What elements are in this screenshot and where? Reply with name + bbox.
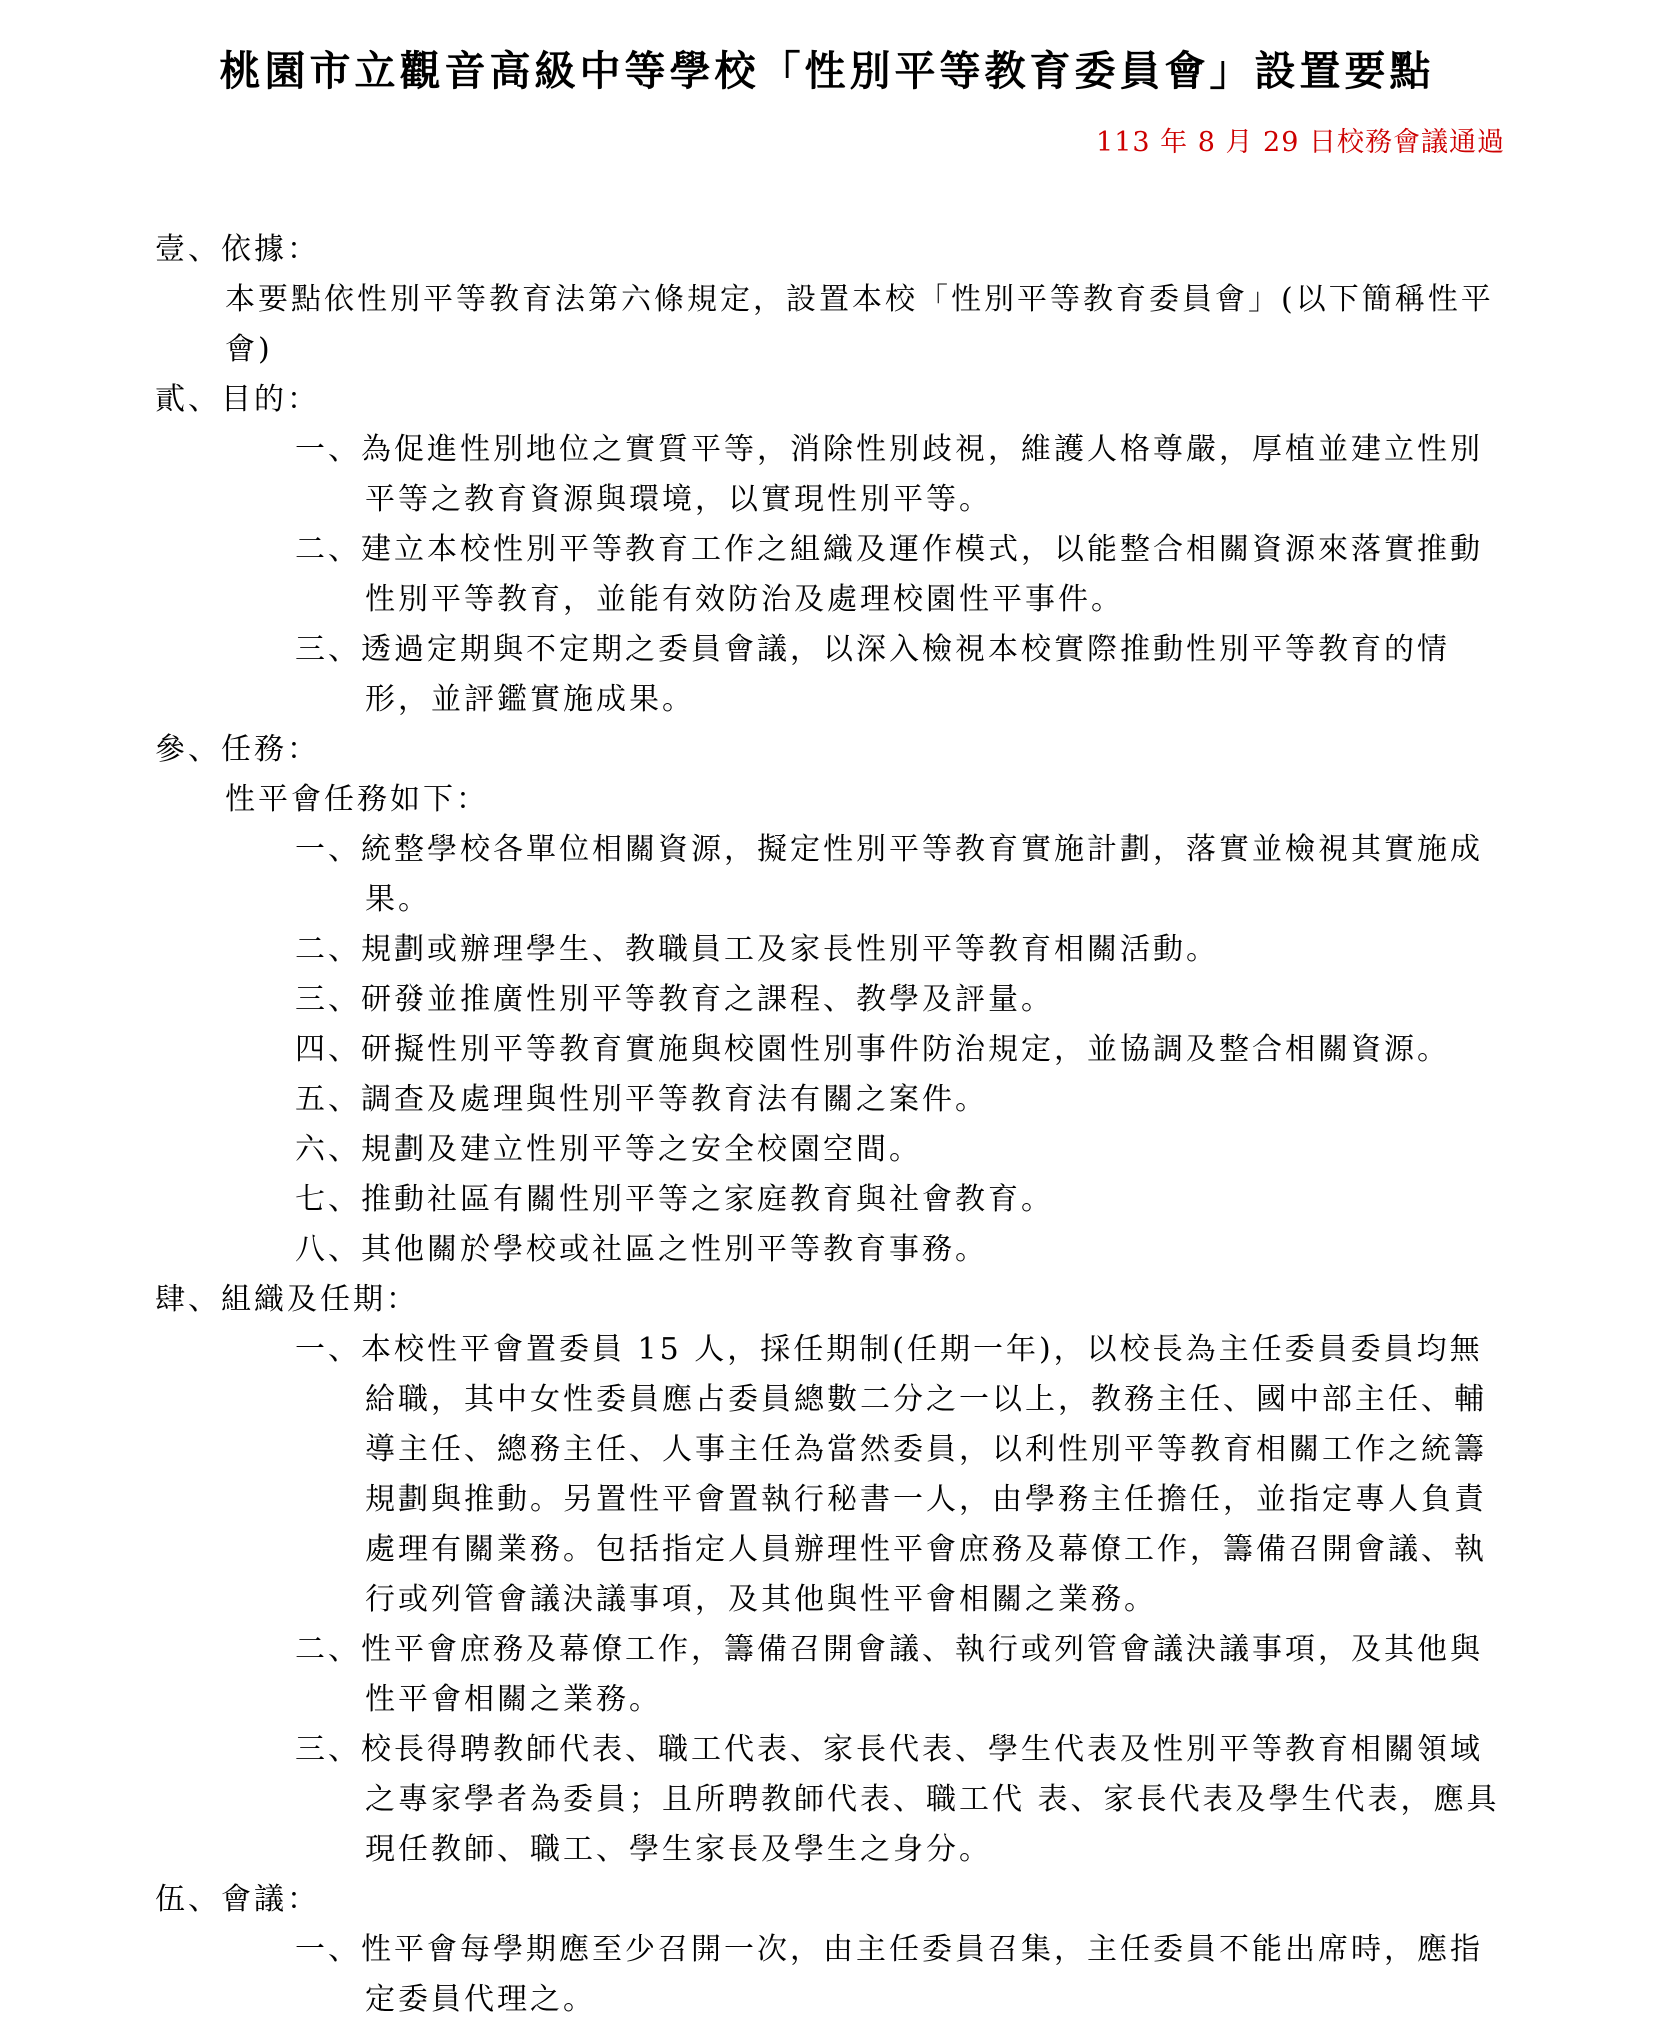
list-item-number: 七、: [295, 1182, 361, 1217]
list-item: [225, 625, 1510, 725]
list-item: [225, 1025, 1510, 1075]
list-item: [225, 1725, 1510, 1875]
list-item: [225, 1175, 1510, 1225]
document-title: 桃園市立觀音高級中等學校「性別平等教育委員會」設置要點: [219, 47, 1435, 95]
list-item: [225, 1225, 1510, 1275]
list-item-text: 調查及處理與性別平等教育法有關之案件。: [361, 1082, 988, 1117]
list-item: [225, 1075, 1510, 1125]
list-item-text: 透過定期與不定期之委員會議，以深入檢視本校實際推動性別平等教育的情形，並評鑑實施成果。: [361, 632, 1450, 717]
list-item-number: 一、: [295, 432, 361, 467]
list-item-text: 研擬性別平等教育實施與校園性別事件防治規定，並協調及整合相關資源。: [361, 1032, 1450, 1067]
list-item-number: 八、: [295, 1232, 361, 1267]
list-item-number: 三、: [295, 1732, 361, 1767]
list-item-text: 為促進性別地位之實質平等，消除性別歧視，維護人格尊嚴，厚植並建立性別平等之教育資源與環境，以實現性別平等。: [361, 432, 1483, 517]
list-item-text: 性平會庶務及幕僚工作，籌備召開會議、執行或列管會議決議事項，及其他與性平會相關之業務。: [361, 1632, 1483, 1717]
list-item-number: 一、: [295, 1932, 361, 1967]
list-item-number: 一、: [295, 832, 361, 867]
list-item-number: 二、: [295, 532, 361, 567]
section: [155, 225, 1510, 375]
list-item-text: 推動社區有關性別平等之家庭教育與社會教育。: [361, 1182, 1054, 1217]
section-heading: 壹、依據：: [155, 232, 320, 267]
section-heading: 貳、目的：: [155, 382, 320, 417]
list-item-text: 校長得聘教師代表、職工代表、家長代表、學生代表及性別平等教育相關領域之專家學者為委員；且所聘教師代表、職工代 表、家長代表及學生代表，應具現任教師、職工、學生家長及學生之身分。: [361, 1732, 1500, 1867]
list-item: [225, 1325, 1510, 1625]
list-item-number: 五、: [295, 1082, 361, 1117]
list-item-number: 六、: [295, 1132, 361, 1167]
section-paragraph: 性平會任務如下：: [225, 782, 489, 817]
list-item-text: 其他關於學校或社區之性別平等教育事務。: [361, 1232, 988, 1267]
approval-note: 113 年 8 月 29 日校務會議通過: [1096, 127, 1505, 158]
list-item-number: 二、: [295, 1632, 361, 1667]
list-item-text: 本校性平會置委員 15 人，採任期制(任期一年)，以校長為主任委員委員均無給職，其中女性委員應占委員總數二分之一以上，教務主任、國中部主任、輔導主任、總務主任、人事主任為當然委員，以利性別平等教育相關工作之統籌規劃與推動。另置性平會置執行秘書一人，由學務主任擔任，並指定專人負責處理有關業務。包括指定人員辦理性平會庶務及幕僚工作，籌備召開會議、執行或列管會議決議事項，及其他與性平會相關之業務。: [361, 1332, 1487, 1617]
section-heading: 肆、組織及任期：: [155, 1282, 419, 1317]
list-item: [225, 925, 1510, 975]
list-item-text: 建立本校性別平等教育工作之組織及運作模式，以能整合相關資源來落實推動性別平等教育，並能有效防治及處理校園性平事件。: [361, 532, 1483, 617]
section: [155, 375, 1510, 725]
list-item-number: 二、: [295, 932, 361, 967]
list-item-number: 三、: [295, 982, 361, 1017]
list-item: [225, 1125, 1510, 1175]
list-item-text: 性平會每學期應至少召開一次，由主任委員召集，主任委員不能出席時，應指定委員代理之。: [361, 1932, 1483, 2017]
list-item: [225, 825, 1510, 925]
list-item-number: 一、: [295, 1332, 361, 1367]
list-item: [225, 425, 1510, 525]
list-item-text: 研發並推廣性別平等教育之課程、教學及評量。: [361, 982, 1054, 1017]
list-item-number: 三、: [295, 632, 361, 667]
section: [155, 1275, 1510, 1875]
list-item: [225, 525, 1510, 625]
list-item: [225, 975, 1510, 1025]
list-item: [225, 1925, 1510, 2025]
section-heading: 參、任務：: [155, 732, 320, 767]
section-paragraph: 本要點依性別平等教育法第六條規定，設置本校「性別平等教育委員會」(以下簡稱性平會): [225, 282, 1494, 367]
section: [155, 725, 1510, 1275]
list-item-text: 規劃或辦理學生、教職員工及家長性別平等教育相關活動。: [361, 932, 1219, 967]
section-heading: 伍、會議：: [155, 1882, 320, 1917]
list-item-text: 統整學校各單位相關資源，擬定性別平等教育實施計劃，落實並檢視其實施成果。: [361, 832, 1483, 917]
list-item: [225, 1625, 1510, 1725]
list-item-number: 四、: [295, 1032, 361, 1067]
section: [155, 1875, 1510, 2025]
document-body: [155, 225, 1510, 2025]
list-item-text: 規劃及建立性別平等之安全校園空間。: [361, 1132, 922, 1167]
